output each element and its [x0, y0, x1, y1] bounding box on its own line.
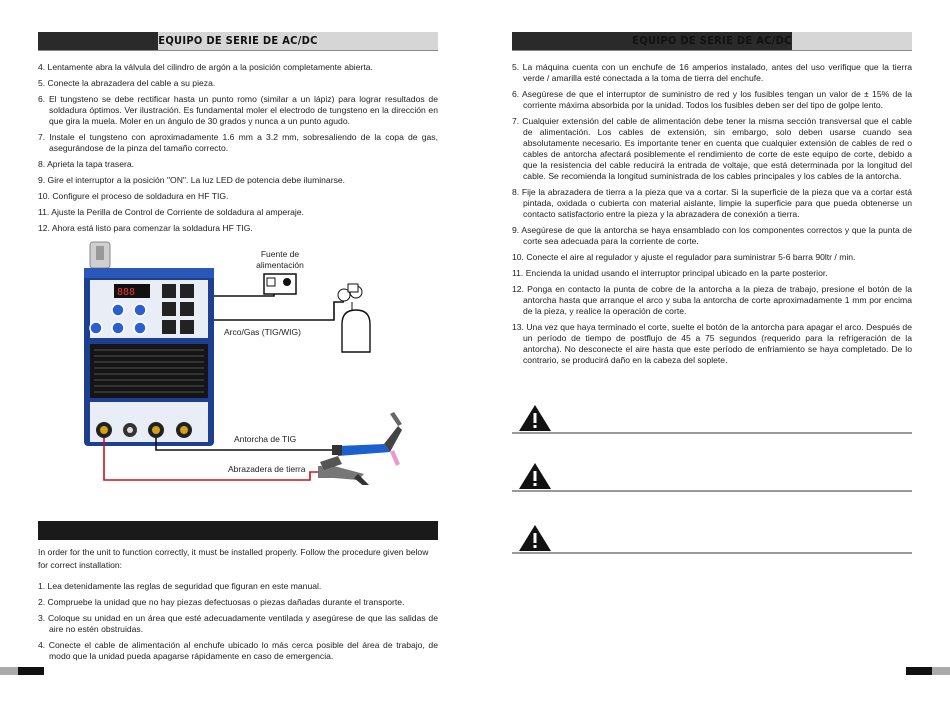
tig-torch-icon	[332, 412, 402, 466]
warning-box	[512, 456, 912, 492]
installation-section-bar	[38, 521, 438, 540]
list-item: 12. Ahora está listo para comenzar la soldadura HF TIG.	[38, 223, 253, 233]
list-item: 7. Cualquier extensión del cable de alimentación debe tener la misma sección transversal que el cable de alimentación. Los cables de extensión, sin embargo, solo deben usarse cuando sea absolutamente necesario. Es importante tener en cuenta que cualquier extensión de cables de red o cables de antorcha afectará posiblemente el rendimiento de corte de este equipo de corte, debido a que la resistencia del cable reducirá la entrada de voltaje, que está determinada por la longitud del cable. Se recomienda la longitud suministrada de los cables principales y los cables de la antorcha.	[512, 116, 912, 181]
list-item: 9. Gire el interruptor a la posición "ON". La luz LED de potencia debe iluminarse.	[38, 175, 346, 185]
gas-label: Arco/Gas (TIG/WIG)	[224, 327, 301, 337]
left-step-list	[38, 62, 438, 239]
warning-triangle-icon	[518, 404, 552, 432]
power-source-label-line2: alimentación	[256, 260, 304, 270]
list-item: 6. El tungsteno se debe rectificar hasta un punto romo (similar a un lápiz) para lograr resultados de soldadura óptimos. Ver ilustración. Es fundamental moler el electrodo de tungsteno en la dirección en que gira la muela. Moler en un ángulo de 30 grados y nunca a un punto agudo.	[38, 94, 438, 126]
list-item: 9. Asegúrese de que la antorcha se haya ensamblado con los componentes correctos y que la punta de corte sea adecuada para la corriente de corte.	[512, 225, 912, 246]
list-item: 4. Lentamente abra la válvula del cilindro de argón a la posición completamente abierta.	[38, 62, 373, 72]
right-step-list	[512, 62, 912, 371]
right-header-bar	[512, 32, 912, 50]
left-header-title: EQUIPO DE SERIE DE AC/DC	[158, 34, 318, 47]
installation-step-list	[38, 581, 438, 667]
list-item: 13. Una vez que haya terminado el corte, suelte el botón de la antorcha para apagar el arco. Después de un período de tiempo de postflujo de 45 a 75 segundos (requerido para la refrigeración de la antorcha). No desconecte el aire hasta que este período de enfriamiento se haya completado. De lo contrario, se producirá daño en la cabeza del soplete.	[512, 322, 912, 365]
list-item: 7. Instale el tungsteno con aproximadamente 1.6 mm a 3.2 mm, sobresaliendo de la copa de gas, asegurándose de la pinza del tamaño correcto.	[38, 132, 438, 153]
installation-intro: In order for the unit to function correctly, it must be installed properly. Follow the procedure given below for correct installation:	[38, 547, 429, 570]
torch-label: Antorcha de TIG	[234, 434, 297, 444]
power-outlet-icon	[264, 274, 296, 294]
right-page	[512, 0, 912, 705]
left-page	[38, 0, 438, 705]
ground-clamp-icon	[318, 456, 370, 485]
list-item: 4. Conecte el cable de alimentación al enchufe ubicado lo más cerca posible del área de trabajo, de modo que la unidad pueda apagarse rápidamente en caso de emergencia.	[38, 640, 438, 661]
list-item: 10. Conecte el aire al regulador y ajuste el regulador para suministrar 5-6 barra 90ltr / min.	[512, 252, 856, 262]
warning-box	[512, 398, 912, 434]
list-item: 3. Coloque su unidad en un área que esté adecuadamente ventilada y asegúrese de que las salidas de aire no estén obstruidas.	[38, 613, 438, 634]
list-item: 8. Fije la abrazadera de tierra a la pieza que va a cortar. Si la superficie de la pieza que va a cortar está pintada, oxidada o cubierta con material aislante, limpie la superficie para que pueda obtenerse un contacto satisfactorio entre la pieza y la abrazadera de conexión a tierra.	[512, 187, 912, 219]
list-item: 5. Conecte la abrazadera del cable a su pieza.	[38, 78, 216, 88]
list-item: 6. Asegúrese de que el interruptor de suministro de red y los fusibles tengan un valor de ± 15% de la corriente máxima absorbida por la unidad. Todos los fusibles deben ser del tipo de golpe lento.	[512, 89, 912, 110]
list-item: 8. Aprieta la tapa trasera.	[38, 159, 135, 169]
left-header-bar	[38, 32, 438, 50]
list-item: 10. Configure el proceso de soldadura en HF TIG.	[38, 191, 229, 201]
warning-triangle-icon	[518, 524, 552, 552]
list-item: 12. Ponga en contacto la punta de cobre de la antorcha a la pieza de trabajo, presione el botón de la antorcha hasta que arranque el arco y suba la antorcha de corte aproximadamente 1 mm por encima de la pieza, y realice la operación de corte.	[512, 284, 912, 316]
display-readout: 888	[117, 287, 136, 298]
right-header-title: EQUIPO DE SERIE DE AC/DC	[632, 34, 792, 47]
warning-triangle-icon	[518, 462, 552, 490]
list-item: 2. Compruebe la unidad que no hay piezas defectuosas o piezas dañadas durante el transporte.	[38, 597, 405, 607]
power-source-label-line1: Fuente de	[260, 249, 300, 259]
list-item: 1. Lea detenidamente las reglas de seguridad que figuran en este manual.	[38, 581, 322, 591]
tig-connection-diagram	[38, 240, 438, 485]
warning-box	[512, 518, 912, 554]
list-item: 11. Ajuste la Perilla de Control de Corriente de soldadura al amperaje.	[38, 207, 304, 217]
gas-cylinder-icon	[338, 284, 370, 352]
page-corner-marker	[906, 667, 950, 675]
list-item: 11. Encienda la unidad usando el interruptor principal ubicado en la parte posterior.	[512, 268, 828, 278]
welder-machine-icon	[84, 242, 214, 446]
page-corner-marker	[0, 667, 44, 675]
clamp-label: Abrazadera de tierra	[228, 464, 306, 474]
list-item: 5. La máquina cuenta con un enchufe de 16 amperios instalado, antes del uso verifique que la tierra verde / amarilla esté conectada a la toma de tierra del enchufe.	[512, 62, 912, 83]
